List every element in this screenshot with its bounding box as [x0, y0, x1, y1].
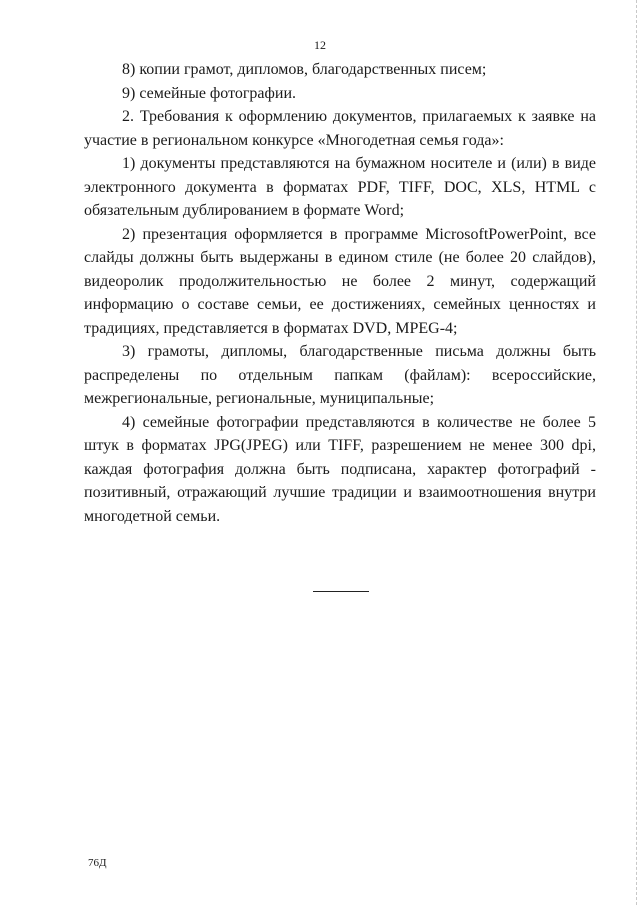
list-item-9: 9) семейные фотографии. [122, 84, 297, 102]
page-edge [635, 0, 637, 905]
requirement-1: 1) документы представляются на бумажном носителе и (или) в виде электронного документа в форматах PDF, TIFF, DOC, XLS, HTML с обязательным дублированием в формате Word; [84, 155, 596, 219]
document-body [84, 58, 596, 528]
requirement-4: 4) семейные фотографии представляются в количестве не более 5 штук в форматах JPG(JPEG) или TIFF, разрешением не менее 300 dpi, каждая фотография должна быть подписана, характер фотографий - позитивный, отражающий лучшие традиции и взаимоотношения внутри многодетной семьи. [84, 413, 596, 525]
list-item-8: 8) копии грамот, дипломов, благодарственных писем; [122, 61, 487, 78]
requirement-3: 3) грамоты, дипломы, благодарственные письма должны быть распределены по отдельным папкам (файлам): всероссийские, межрегиональные, региональные, муниципальные; [84, 343, 596, 407]
footer-code: 76Д [88, 857, 107, 869]
section-2-heading: 2. Требования к оформлению документов, прилагаемых к заявке на участие в региональном конкурсе «Многодетная семья года»: [84, 108, 596, 149]
end-separator-line [313, 591, 369, 592]
page-number: 12 [314, 38, 326, 52]
requirement-2: 2) презентация оформляется в программе MicrosoftPowerPoint, все слайды должны быть выдержаны в едином стиле (не более 20 слайдов), видеоролик продолжительностью не более 2 минут, содержащий информацию о составе семьи, ее достижениях, семейных ценностях и традициях, представляется в форматах DVD, MPEG-4; [84, 225, 596, 337]
